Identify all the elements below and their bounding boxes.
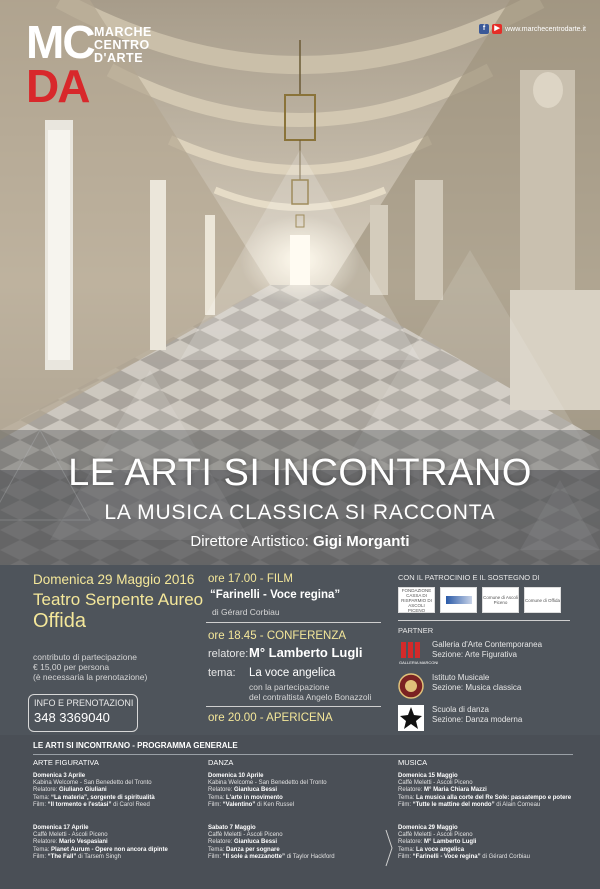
artistic-director xyxy=(0,533,600,550)
event-place: Caffè Meletti - Ascoli Piceno xyxy=(398,780,473,787)
partner-section: Sezione: Arte Figurativa xyxy=(432,650,517,659)
event-date: Domenica 17 Aprile xyxy=(33,825,89,831)
column-heading: ARTE FIGURATIVA xyxy=(33,758,99,767)
partner-name: Scuola di danza xyxy=(432,705,489,714)
divider xyxy=(206,622,381,623)
event-line xyxy=(208,795,388,802)
event-place: Caffè Meletti - Ascoli Piceno xyxy=(398,832,473,839)
logo-name-line: CENTRO xyxy=(94,38,150,52)
film-title: “Tutte le mattine del mondo” xyxy=(412,801,495,808)
event-line xyxy=(398,773,578,780)
event-line xyxy=(208,780,388,787)
tema-label: Tema: xyxy=(398,846,415,853)
film-director: di Gérard Corbiau xyxy=(482,853,530,860)
event-date: Sabato 7 Maggio xyxy=(208,825,256,831)
youtube-icon[interactable]: ▶ xyxy=(492,24,502,34)
participation-line: del contraltista Angelo Bonazzoli xyxy=(249,692,372,702)
fee-line: (è necessaria la prenotazione) xyxy=(33,672,148,682)
relatore-label: Relatore: xyxy=(398,839,423,846)
logo-name-line: D'ARTE xyxy=(94,51,144,65)
event-place: Caffè Meletti - Ascoli Piceno xyxy=(33,832,108,839)
divider xyxy=(206,706,381,707)
event-place: Kabina Welcome - San Benedetto del Tronto xyxy=(208,780,327,787)
director-label: Direttore Artistico: xyxy=(190,533,309,550)
logo-mark-bottom: DA xyxy=(26,60,89,112)
event-line xyxy=(33,780,213,787)
film-label: Film: xyxy=(33,801,46,808)
program-event xyxy=(208,773,388,809)
info-label: INFO E PRENOTAZIONI xyxy=(34,698,134,708)
tema-text: “La materia”, sorgente di spiritualità xyxy=(51,794,155,801)
participation xyxy=(249,682,371,702)
partner-name: Istituto Musicale xyxy=(432,673,490,682)
film-title: “Farinelli - Voce regina” xyxy=(210,589,341,601)
topic-label: tema: xyxy=(208,667,236,679)
film-label: Film: xyxy=(398,853,411,860)
tema-label: Tema: xyxy=(33,794,50,801)
gallery-logo-text: GALLERIA MARCONI xyxy=(399,660,439,665)
relatore-label: Relatore: xyxy=(208,787,233,794)
relatore-label: Relatore: xyxy=(33,839,58,846)
film-label: Film: xyxy=(208,801,221,808)
logo-name-line: MARCHE xyxy=(94,25,152,39)
sponsor-logo-offida: Comune di Offida xyxy=(524,587,561,613)
director-name: Gigi Morganti xyxy=(312,533,410,550)
fee-line: € 15,00 per persona xyxy=(33,662,110,672)
tema-text: Danza per sognare xyxy=(226,846,280,853)
event-line xyxy=(208,839,388,846)
relatore-name: Mario Vespasiani xyxy=(59,839,108,846)
event-date: Domenica 29 Maggio 2016 xyxy=(33,572,195,587)
event-line xyxy=(33,839,213,846)
relatore-name: M° Maria Chiara Mazzi xyxy=(424,787,487,794)
event-line xyxy=(33,825,213,832)
event-line xyxy=(398,839,578,846)
event-line xyxy=(208,847,388,854)
film-director: di Tarsem Singh xyxy=(78,853,121,860)
speaker-label: relatore: xyxy=(208,648,249,660)
film-director: di Ken Russel xyxy=(257,801,295,808)
event-line xyxy=(398,802,578,809)
program-event xyxy=(33,773,213,809)
sponsor-logos xyxy=(398,587,561,613)
film-title: “Valentino” xyxy=(222,801,256,808)
relatore-name: Gianluca Bessi xyxy=(234,787,278,794)
participation-line: con la partecipazione xyxy=(249,682,330,692)
event-line xyxy=(33,795,213,802)
event-date: Domenica 29 Maggio xyxy=(398,825,458,831)
program-heading: LE ARTI SI INCONTRANO - PROGRAMMA GENERALE xyxy=(33,741,238,750)
logo xyxy=(26,16,152,112)
event-line xyxy=(208,854,388,861)
logo-mark-top: MC xyxy=(26,16,94,68)
event-line xyxy=(33,802,213,809)
film-title: “Farinelli - Voce regina” xyxy=(412,853,481,860)
program-event xyxy=(398,825,578,861)
event-place: Caffè Meletti - Ascoli Piceno xyxy=(208,832,283,839)
tema-text: La musica alla corte del Re Sole: passatempo e potere xyxy=(416,794,572,801)
film-title: “The Fall” xyxy=(47,853,77,860)
event-city: Offida xyxy=(33,610,86,632)
relatore-label: Relatore: xyxy=(398,787,423,794)
film-time: ore 17.00 - FILM xyxy=(208,573,294,585)
page-title: LE ARTI SI INCONTRANO xyxy=(68,452,532,494)
event-line xyxy=(398,795,578,802)
film-label: Film: xyxy=(398,801,411,808)
relatore-name: Giuliano Giuliani xyxy=(59,787,107,794)
event-line xyxy=(208,787,388,794)
tema-label: Tema: xyxy=(208,846,225,853)
social-links xyxy=(479,24,586,34)
partner-dance-school xyxy=(398,705,522,731)
tema-label: Tema: xyxy=(33,846,50,853)
event-date: Domenica 15 Maggio xyxy=(398,773,458,779)
program-event xyxy=(208,825,388,861)
film-title: “Il sole a mezzanotte” xyxy=(222,853,286,860)
conference-time: ore 18.45 - CONFERENZA xyxy=(208,630,347,642)
event-line xyxy=(33,854,213,861)
partner-section: Sezione: Musica classica xyxy=(432,683,522,692)
divider xyxy=(398,620,570,621)
film-label: Film: xyxy=(33,853,46,860)
event-line xyxy=(398,825,578,832)
column-heading: DANZA xyxy=(208,758,234,767)
chevron-right-icon xyxy=(384,828,394,868)
partner-music-institute xyxy=(398,673,521,699)
relatore-label: Relatore: xyxy=(33,787,58,794)
logo-name xyxy=(94,26,152,65)
facebook-icon[interactable]: f xyxy=(479,24,489,34)
sponsors-heading: CON IL PATROCINIO E IL SOSTEGNO DI xyxy=(398,573,540,582)
divider xyxy=(33,754,573,755)
partner-name: Galleria d'Arte Contemporanea xyxy=(432,640,543,649)
sponsor-logo-ascoli: Comune di Ascoli Piceno xyxy=(482,587,519,613)
sponsor-logo-region xyxy=(440,587,477,613)
event-line xyxy=(208,802,388,809)
partners-heading: PARTNER xyxy=(398,626,434,635)
music-institute-seal-icon xyxy=(398,673,424,699)
film-director: di Taylor Hackford xyxy=(286,853,335,860)
tema-text: L'arte in movimento xyxy=(226,794,283,801)
page-subtitle: LA MUSICA CLASSICA SI RACCONTA xyxy=(104,501,496,524)
gallery-logo-icon xyxy=(398,640,439,666)
film-title: “Il tormento e l'estasi” xyxy=(47,801,112,808)
event-line xyxy=(33,847,213,854)
film-director: di Gérard Corbiau xyxy=(212,607,280,617)
event-line xyxy=(33,832,213,839)
event-date: Domenica 3 Aprile xyxy=(33,773,86,779)
event-place: Kabina Welcome - San Benedetto del Tronto xyxy=(33,780,152,787)
event-line xyxy=(208,773,388,780)
sponsor-logo-foundation: FONDAZIONE CASSA DI RISPARMIO DI ASCOLI PICENO xyxy=(398,587,435,613)
speaker-name: M° Lamberto Lugli xyxy=(249,645,363,660)
event-line xyxy=(208,825,388,832)
tema-text: Planet Aurum - Opere non ancora dipinte xyxy=(51,846,168,853)
tema-label: Tema: xyxy=(398,794,415,801)
relatore-name: M° Lamberto Lugli xyxy=(424,839,477,846)
event-line xyxy=(398,847,578,854)
partner-gallery xyxy=(398,640,542,666)
event-line xyxy=(398,832,578,839)
website-link[interactable]: www.marchecentrodarte.it xyxy=(505,25,586,33)
topic: La voce angelica xyxy=(249,667,336,679)
phone-number[interactable]: 348 3369040 xyxy=(34,710,110,725)
relatore-name: Gianluca Bessi xyxy=(234,839,278,846)
tema-text: La voce angelica xyxy=(416,846,465,853)
event-line xyxy=(208,832,388,839)
partner-section: Sezione: Danza moderna xyxy=(432,715,523,724)
event-line xyxy=(398,854,578,861)
event-date: Domenica 10 Aprile xyxy=(208,773,264,779)
fee-info xyxy=(33,652,147,682)
film-director: di Alain Corneau xyxy=(496,801,541,808)
relatore-label: Relatore: xyxy=(208,839,233,846)
program-event xyxy=(398,773,578,809)
film-director: di Carol Reed xyxy=(113,801,150,808)
program-event xyxy=(33,825,213,861)
event-line xyxy=(33,787,213,794)
film-label: Film: xyxy=(208,853,221,860)
apericena-time: ore 20.00 - APERICENA xyxy=(208,712,333,724)
dance-school-logo-icon xyxy=(398,705,424,731)
event-line xyxy=(398,780,578,787)
tema-label: Tema: xyxy=(208,794,225,801)
event-venue: Teatro Serpente Aureo xyxy=(33,590,204,609)
column-heading: MUSICA xyxy=(398,758,428,767)
event-line xyxy=(398,787,578,794)
event-line xyxy=(33,773,213,780)
fee-line: contributo di partecipazione xyxy=(33,652,137,662)
